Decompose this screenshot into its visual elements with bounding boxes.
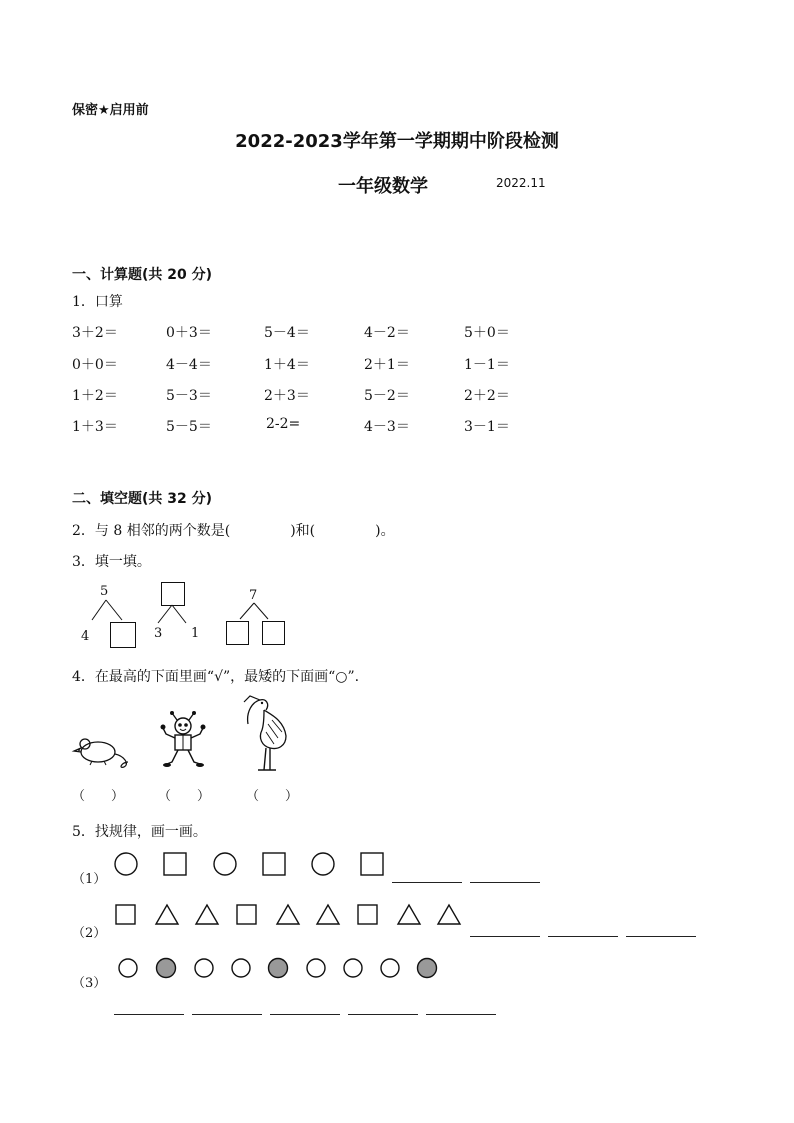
crane-icon (240, 694, 290, 774)
triangle-shape (277, 905, 299, 924)
white-circle (232, 959, 250, 977)
section2-heading: 二、填空题(共 32 分) (72, 491, 213, 507)
answer-paren-crane[interactable]: （ ） (246, 789, 299, 804)
q5-seq3 (116, 956, 446, 982)
calc-item: 2-2= (266, 416, 301, 432)
calc-item: 4－4＝ (166, 357, 212, 373)
tree3-answer-box-left[interactable] (226, 621, 249, 645)
circle-shape (214, 853, 236, 875)
q2-before: 2．与 8 相邻的两个数是( (72, 523, 231, 539)
q5-label: 5．找规律，画一画。 (72, 824, 207, 840)
q5-3-blank[interactable] (192, 1014, 262, 1015)
circle-shape (115, 853, 137, 875)
calc-item: 0＋0＝ (72, 357, 118, 373)
triangle-shape (156, 905, 178, 924)
white-circle (119, 959, 137, 977)
calc-item: 1＋3＝ (72, 419, 118, 435)
gray-circle (269, 959, 288, 978)
tree3-branches (230, 603, 290, 623)
calc-item: 2＋3＝ (264, 388, 310, 404)
confidential-label: 保密★启用前 (72, 103, 149, 118)
calc-item: 1－1＝ (464, 357, 510, 373)
ant-icon (160, 712, 208, 772)
triangle-shape (196, 905, 218, 924)
calc-item: 3＋2＝ (72, 325, 118, 341)
answer-paren-mouse[interactable]: （ ） (72, 789, 125, 804)
answer-paren-ant[interactable]: （ ） (158, 789, 211, 804)
calc-item: 5－4＝ (264, 325, 310, 341)
calc-item: 1＋2＝ (72, 388, 118, 404)
tree2-right: 1 (191, 626, 200, 641)
circle-shape (312, 853, 334, 875)
q5-3-blank[interactable] (270, 1014, 340, 1015)
exam-date: 2022.11 (496, 176, 546, 190)
white-circle (344, 959, 362, 977)
q5-1-blank[interactable] (392, 882, 462, 883)
tree1-top: 5 (100, 584, 109, 599)
gray-circle (157, 959, 176, 978)
mouse-icon (72, 734, 132, 770)
tree3-answer-box-right[interactable] (262, 621, 285, 645)
white-circle (195, 959, 213, 977)
calc-item: 5－2＝ (364, 388, 410, 404)
q5-1-blank[interactable] (470, 882, 540, 883)
q5-3-blank[interactable] (426, 1014, 496, 1015)
q2-middle: )和( (290, 523, 316, 539)
q5-part2-label: （2） (72, 926, 107, 941)
tree3-top: 7 (249, 588, 258, 603)
q5-3-blank[interactable] (348, 1014, 418, 1015)
tree1-answer-box[interactable] (110, 622, 136, 648)
exam-subtitle: 一年级数学 (338, 176, 428, 197)
tree1-left: 4 (81, 629, 90, 644)
calc-item: 1＋4＝ (264, 357, 310, 373)
calc-item: 0＋3＝ (166, 325, 212, 341)
white-circle (381, 959, 399, 977)
calc-item: 3－1＝ (464, 419, 510, 435)
calc-item: 5－3＝ (166, 388, 212, 404)
q5-seq1 (110, 850, 390, 880)
section1-heading: 一、计算题(共 20 分) (72, 267, 213, 283)
square-shape (263, 853, 285, 875)
q5-2-blank[interactable] (548, 936, 618, 937)
q2-after: )。 (375, 523, 395, 539)
white-circle (307, 959, 325, 977)
tree2-answer-box[interactable] (161, 582, 185, 606)
gray-circle (418, 959, 437, 978)
q5-2-blank[interactable] (626, 936, 696, 937)
q5-seq2 (112, 904, 472, 928)
exam-title: 2022-2023学年第一学期期中阶段检测 (235, 131, 559, 152)
calc-item: 5＋0＝ (464, 325, 510, 341)
calc-item: 5－5＝ (166, 419, 212, 435)
square-shape (358, 905, 377, 924)
q5-part1-label: （1） (72, 872, 107, 887)
square-shape (361, 853, 383, 875)
square-shape (116, 905, 135, 924)
calc-item: 2＋2＝ (464, 388, 510, 404)
square-shape (164, 853, 186, 875)
q2-text (72, 520, 395, 540)
calc-item: 4－2＝ (364, 325, 410, 341)
triangle-shape (398, 905, 420, 924)
tree2-left: 3 (154, 626, 163, 641)
q1-label: 1．口算 (72, 294, 123, 310)
square-shape (237, 905, 256, 924)
calc-item: 2＋1＝ (364, 357, 410, 373)
q3-label: 3．填一填。 (72, 554, 151, 570)
triangle-shape (317, 905, 339, 924)
q5-2-blank[interactable] (470, 936, 540, 937)
q5-3-blank[interactable] (114, 1014, 184, 1015)
q4-label: 4．在最高的下面里画“√”，最矮的下面画“○”. (72, 669, 360, 685)
q5-part3-label: （3） (72, 976, 107, 991)
calc-item: 4－3＝ (364, 419, 410, 435)
triangle-shape (438, 905, 460, 924)
